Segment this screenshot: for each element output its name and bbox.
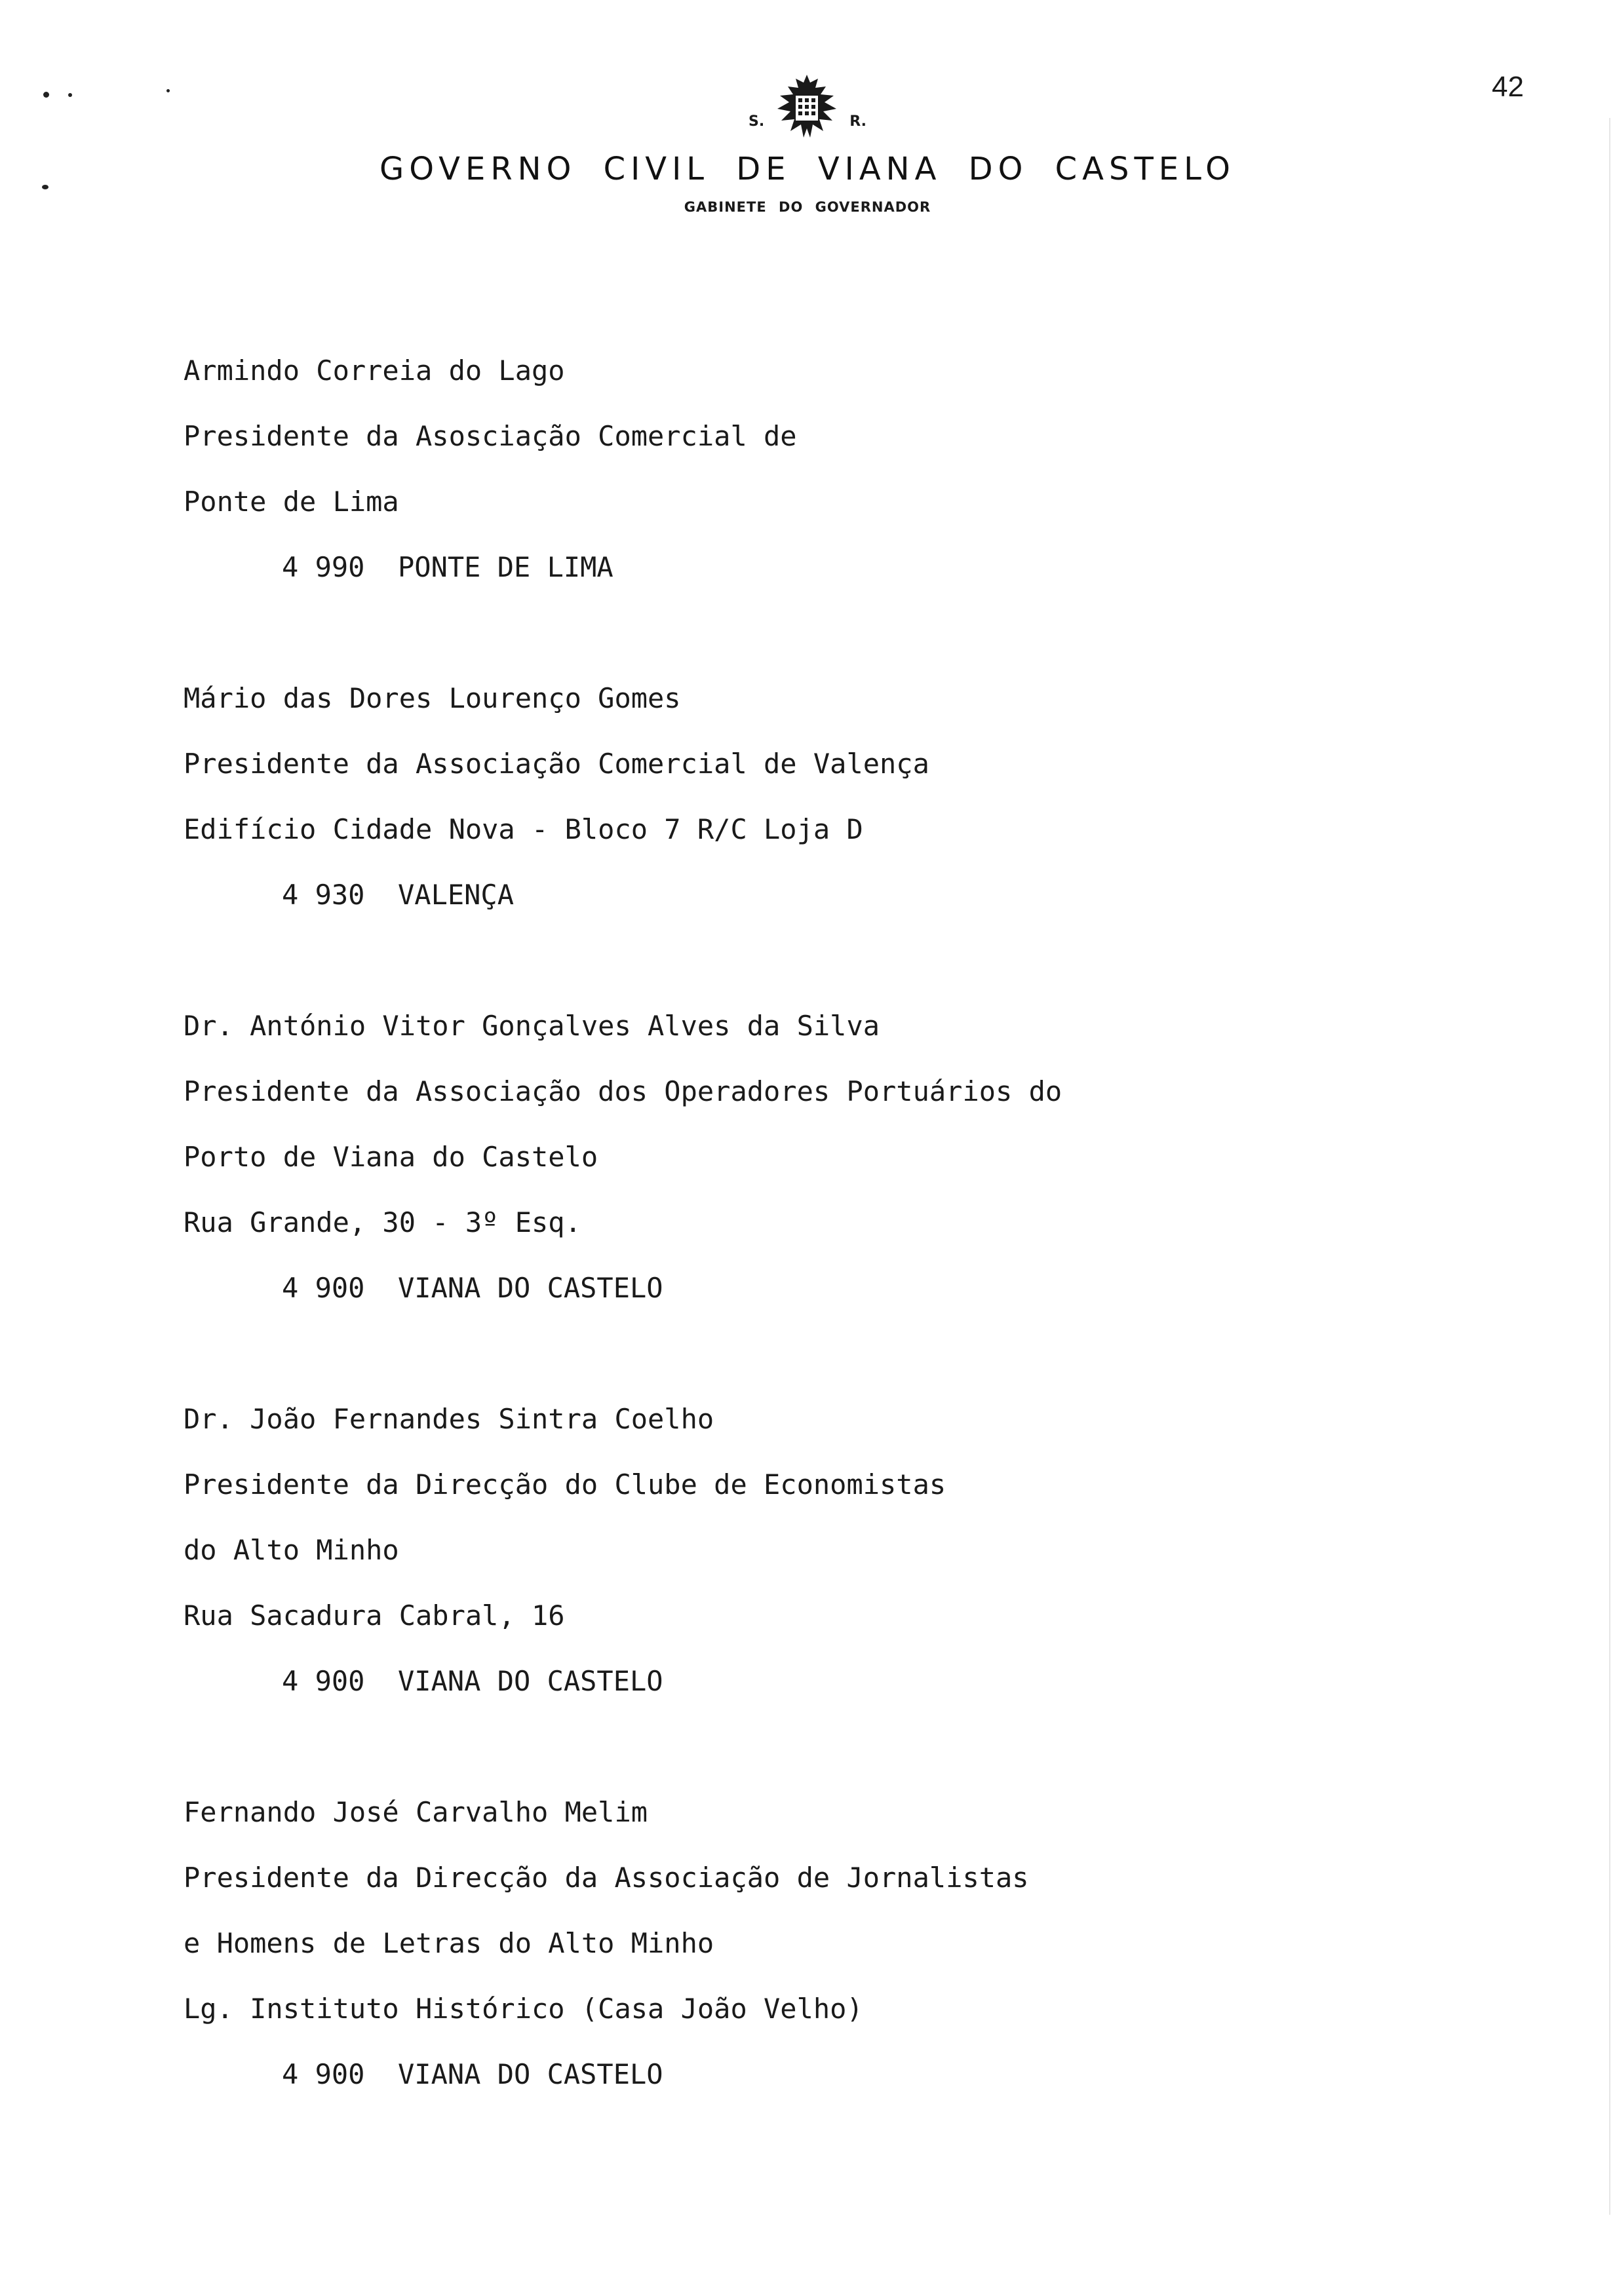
address-entry xyxy=(184,338,1062,600)
address-line: Presidente da Associação dos Operadores Portuários do xyxy=(184,1075,1062,1107)
address-entry xyxy=(184,993,1062,1321)
address-list xyxy=(184,338,1062,2173)
postal-line: 4 900 VIANA DO CASTELO xyxy=(282,2058,663,2090)
seal-left-letter: S. xyxy=(749,113,765,130)
coat-of-arms-icon xyxy=(771,72,843,144)
government-title: GOVERNO CIVIL DE VIANA DO CASTELO xyxy=(379,151,1236,187)
address-line: Presidente da Associação Comercial de Valença xyxy=(184,748,929,780)
postal-line: 4 990 PONTE DE LIMA xyxy=(282,551,613,583)
address-line: Lg. Instituto Histórico (Casa João Velho) xyxy=(184,1993,863,2025)
postal-line: 4 930 VALENÇA xyxy=(282,879,515,911)
postal-line: 4 900 VIANA DO CASTELO xyxy=(282,1272,663,1304)
address-line: Edifício Cidade Nova - Bloco 7 R/C Loja D xyxy=(184,813,863,845)
address-line: Fernando José Carvalho Melim xyxy=(184,1796,648,1828)
address-line: Presidente da Asosciação Comercial de xyxy=(184,420,797,452)
address-line: Presidente da Direcção do Clube de Economistas xyxy=(184,1468,946,1501)
scan-edge xyxy=(1609,118,1610,2215)
address-entry xyxy=(184,1780,1062,2107)
office-subtitle: GABINETE DO GOVERNADOR xyxy=(684,199,931,215)
address-line: e Homens de Letras do Alto Minho xyxy=(184,1927,714,1959)
address-entry xyxy=(184,666,1062,928)
seal-right-letter: R. xyxy=(849,113,866,130)
address-line: Rua Sacadura Cabral, 16 xyxy=(184,1599,565,1632)
address-line: Rua Grande, 30 - 3º Esq. xyxy=(184,1206,581,1238)
postal-line: 4 900 VIANA DO CASTELO xyxy=(282,1665,663,1697)
address-line: Presidente da Direcção da Associação de Jornalistas xyxy=(184,1862,1029,1894)
address-line: Dr. João Fernandes Sintra Coelho xyxy=(184,1403,714,1435)
address-line: Mário das Dores Lourenço Gomes xyxy=(184,682,681,714)
seal-row xyxy=(0,72,1615,144)
address-line: Porto de Viana do Castelo xyxy=(184,1141,598,1173)
address-line: do Alto Minho xyxy=(184,1534,399,1566)
page-number: 42 xyxy=(1492,71,1524,103)
letterhead xyxy=(0,72,1615,215)
address-line: Ponte de Lima xyxy=(184,486,399,518)
address-line: Dr. António Vitor Gonçalves Alves da Silva xyxy=(184,1010,880,1042)
address-line: Armindo Correia do Lago xyxy=(184,354,565,387)
address-entry xyxy=(184,1387,1062,1714)
